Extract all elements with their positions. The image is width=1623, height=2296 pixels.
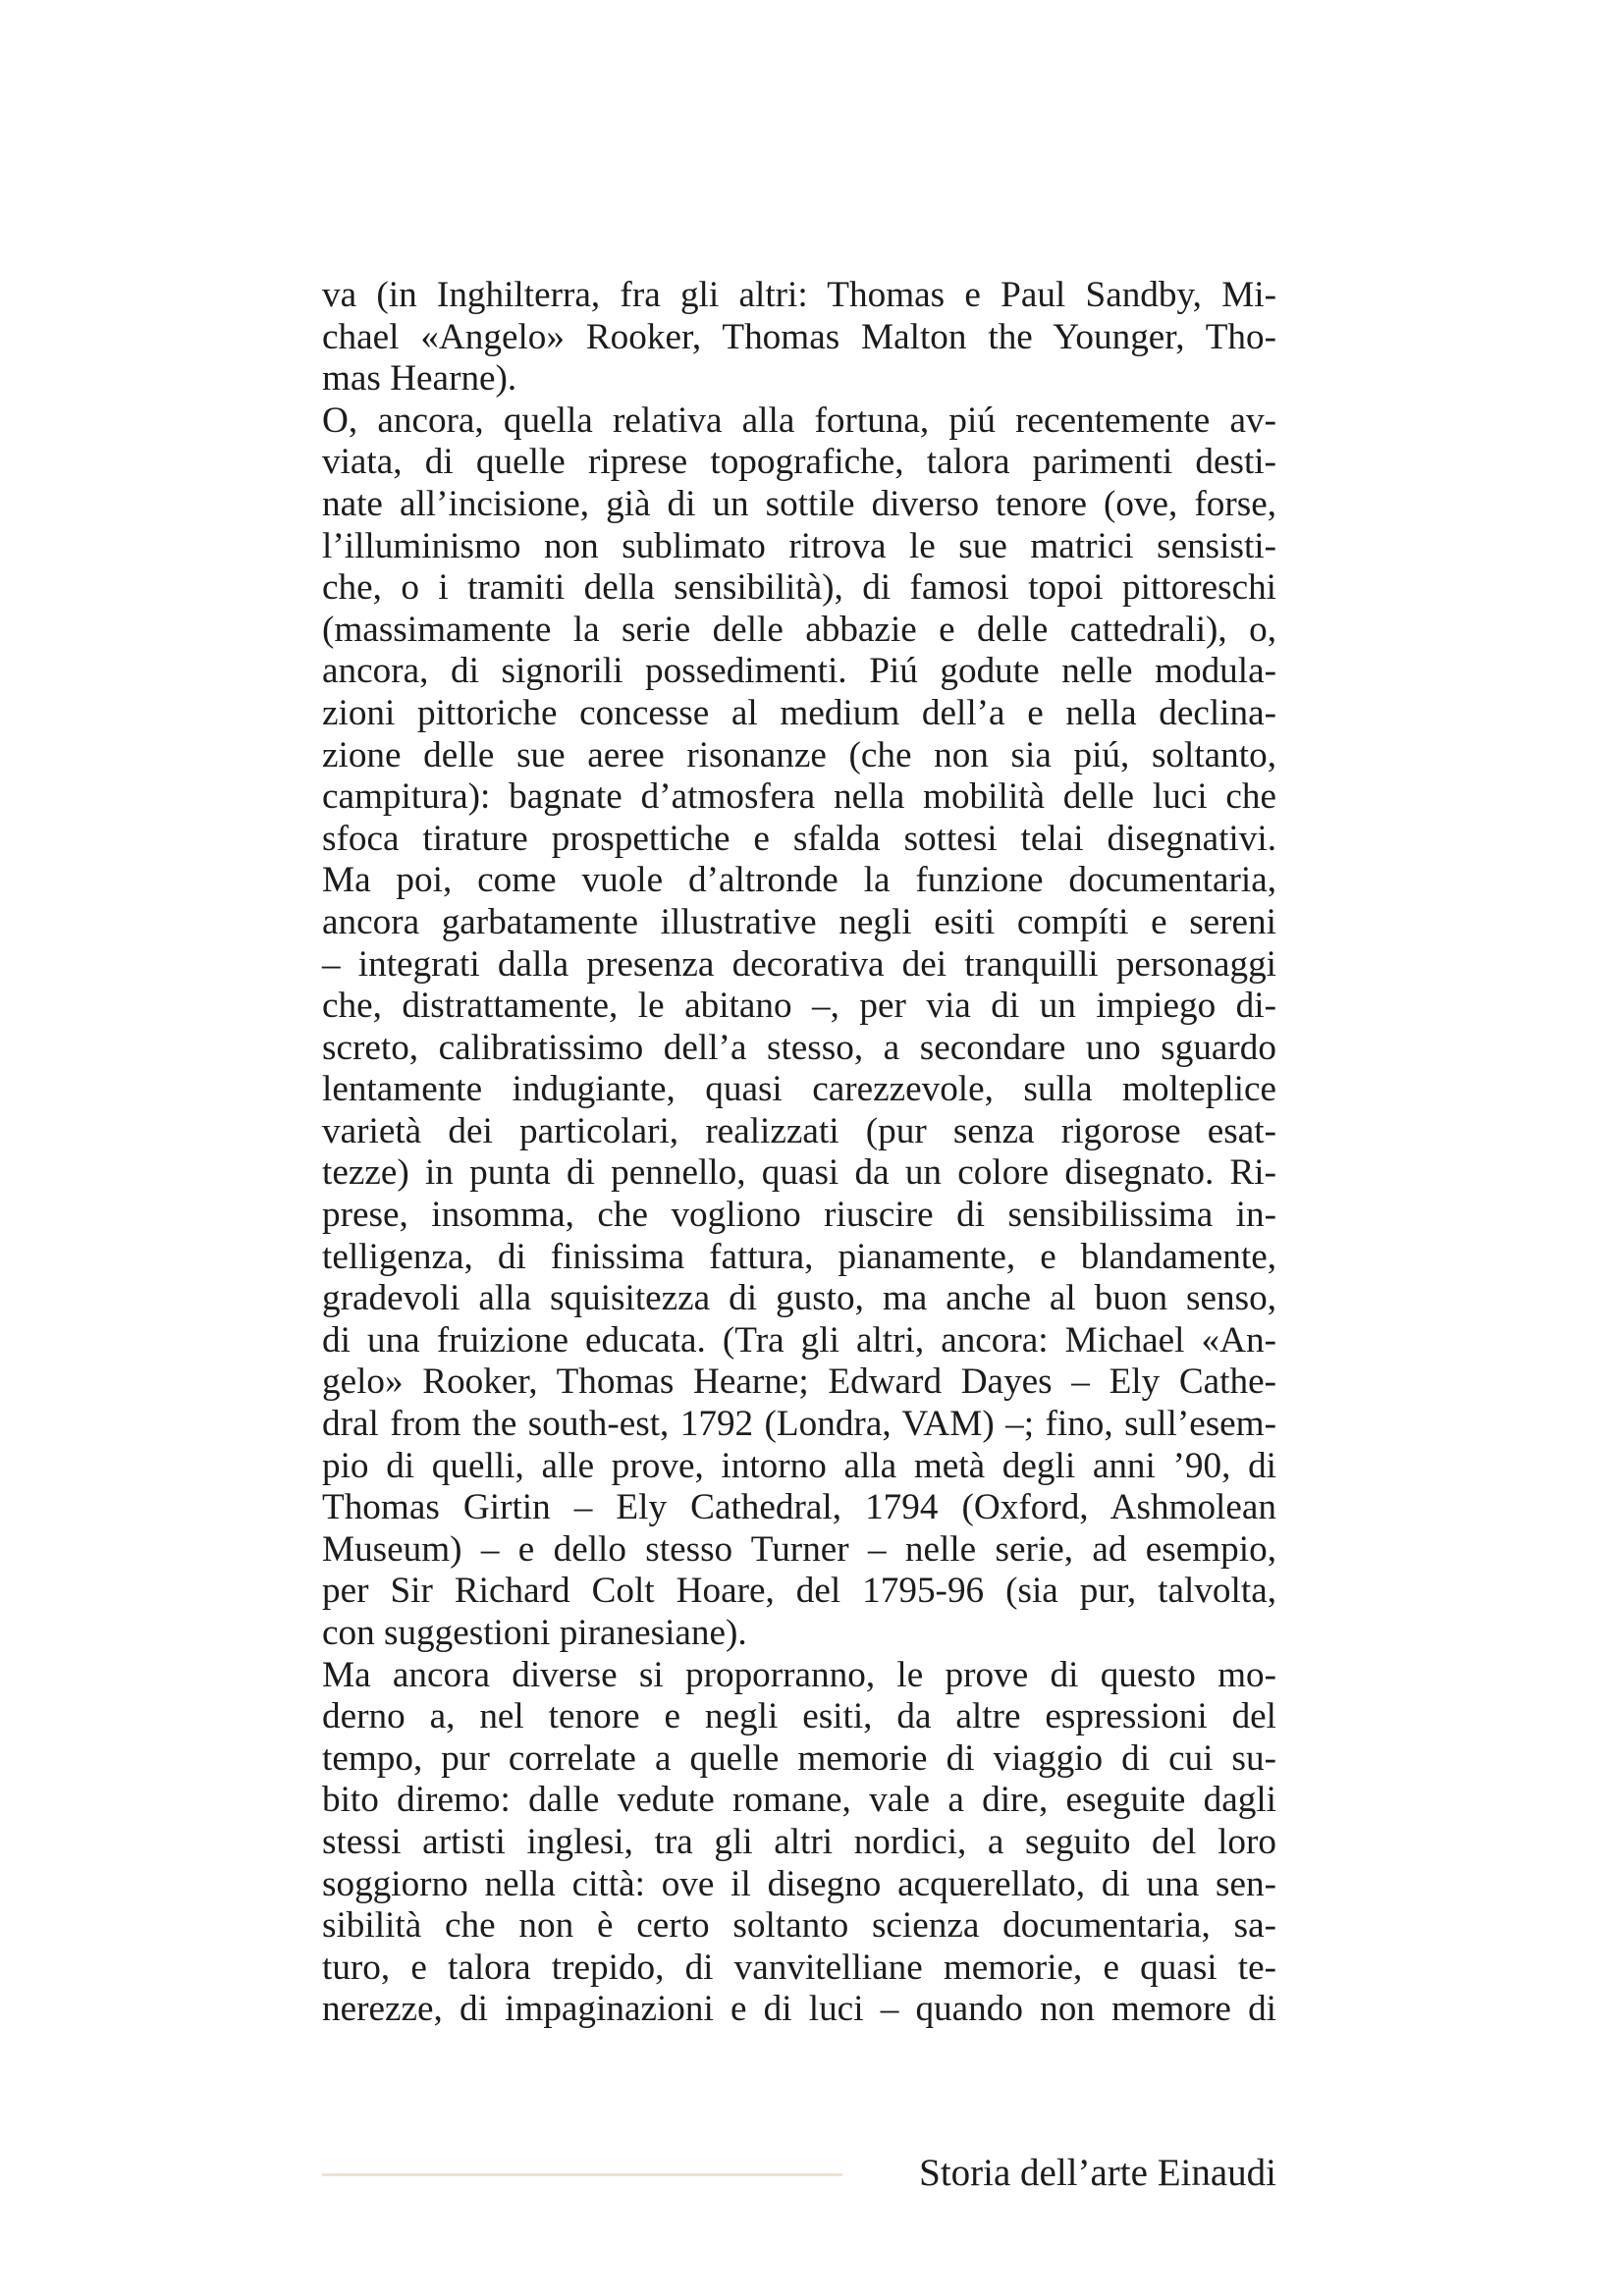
body-line: sfoca tirature prospettiche e sfalda sottesi telai disegnativi.: [322, 818, 1276, 859]
body-line: di una fruizione educata. (Tra gli altri, ancora: Michael «An-: [322, 1319, 1276, 1361]
body-line: ancora garbatamente illustrative negli esiti compíti e sereni: [322, 901, 1276, 942]
body-line: tezze) in punta di pennello, quasi da un colore disegnato. Ri-: [322, 1152, 1276, 1194]
body-line: nerezze, di impaginazioni e di luci – quando non memore di: [322, 1989, 1276, 2030]
body-line: viata, di quelle riprese topografiche, talora parimenti desti-: [322, 442, 1276, 483]
body-line: con suggestioni piranesiane).: [322, 1613, 747, 1653]
body-line: – integrati dalla presenza decorativa dei tranquilli personaggi: [322, 943, 1276, 985]
body-line: gelo» Rooker, Thomas Hearne; Edward Dayes – Ely Cathe-: [322, 1362, 1276, 1403]
body-line: stessi artisti inglesi, tra gli altri nordici, a seguito del loro: [322, 1821, 1276, 1862]
body-line: derno a, nel tenore e negli esiti, da altre espressioni del: [322, 1696, 1276, 1737]
body-line: zioni pittoriche concesse al medium dell’a e nella declina-: [322, 692, 1276, 733]
body-line: va (in Inghilterra, fra gli altri: Thomas e Paul Sandby, Mi-: [322, 275, 1276, 315]
page-footer: [322, 2152, 1276, 2199]
body-text: [322, 275, 1276, 2031]
body-line: soggiorno nella città: ove il disegno acquerellato, di una sen-: [322, 1863, 1276, 1904]
body-line: prese, insomma, che vogliono riuscire di sensibilissima in-: [322, 1195, 1276, 1236]
body-line: tempo, pur correlate a quelle memorie di viaggio di cui su-: [322, 1737, 1276, 1779]
body-line: dral from the south-est, 1792 (Londra, VAM) –; fino, sull’esem-: [322, 1404, 1276, 1445]
body-line: nate all’incisione, già di un sottile diverso tenore (ove, forse,: [322, 483, 1276, 524]
body-line: campitura): bagnate d’atmosfera nella mobilità delle luci che: [322, 776, 1276, 818]
body-line: ancora, di signorili possedimenti. Piú godute nelle modula-: [322, 651, 1276, 692]
body-line: per Sir Richard Colt Hoare, del 1795-96 (sia pur, talvolta,: [322, 1571, 1276, 1612]
body-line: che, o i tramiti della sensibilità), di famosi topoi pittoreschi: [322, 567, 1276, 609]
body-line: turo, e talora trepido, di vanvitelliane memorie, e quasi te-: [322, 1947, 1276, 1988]
body-line: Thomas Girtin – Ely Cathedral, 1794 (Oxford, Ashmolean: [322, 1487, 1276, 1528]
footer-rule: [322, 2173, 842, 2176]
body-line: sibilità che non è certo soltanto scienza documentaria, sa-: [322, 1905, 1276, 1947]
body-line: zione delle sue aeree risonanze (che non sia piú, soltanto,: [322, 734, 1276, 775]
body-line: Ma poi, come vuole d’altronde la funzione documentaria,: [322, 860, 1276, 901]
body-line: O, ancora, quella relativa alla fortuna, piú recentemente av-: [322, 400, 1276, 441]
footer-title: Storia dell’arte Einaudi: [919, 2152, 1276, 2194]
body-line: chael «Angelo» Rooker, Thomas Malton the Younger, Tho-: [322, 316, 1276, 357]
body-line: (massimamente la serie delle abbazie e delle cattedrali), o,: [322, 609, 1276, 650]
body-line: l’illuminismo non sublimato ritrova le sue matrici sensisti-: [322, 525, 1276, 566]
body-line: Ma ancora diverse si proporranno, le prove di questo mo-: [322, 1654, 1276, 1695]
body-line: gradevoli alla squisitezza di gusto, ma anche al buon senso,: [322, 1278, 1276, 1319]
body-line: telligenza, di finissima fattura, pianamente, e blandamente,: [322, 1236, 1276, 1277]
body-line: varietà dei particolari, realizzati (pur senza rigorose esat-: [322, 1110, 1276, 1151]
body-line: bito diremo: dalle vedute romane, vale a dire, eseguite dagli: [322, 1780, 1276, 1821]
body-line: lentamente indugiante, quasi carezzevole, sulla molteplice: [322, 1069, 1276, 1110]
body-line: pio di quelli, alle prove, intorno alla metà degli anni ’90, di: [322, 1445, 1276, 1486]
body-line: screto, calibratissimo dell’a stesso, a secondare uno sguardo: [322, 1027, 1276, 1068]
body-line: mas Hearne).: [322, 358, 517, 400]
body-line: che, distrattamente, le abitano –, per via di un impiego di-: [322, 986, 1276, 1027]
body-line: Museum) – e dello stesso Turner – nelle serie, ad esempio,: [322, 1528, 1276, 1570]
